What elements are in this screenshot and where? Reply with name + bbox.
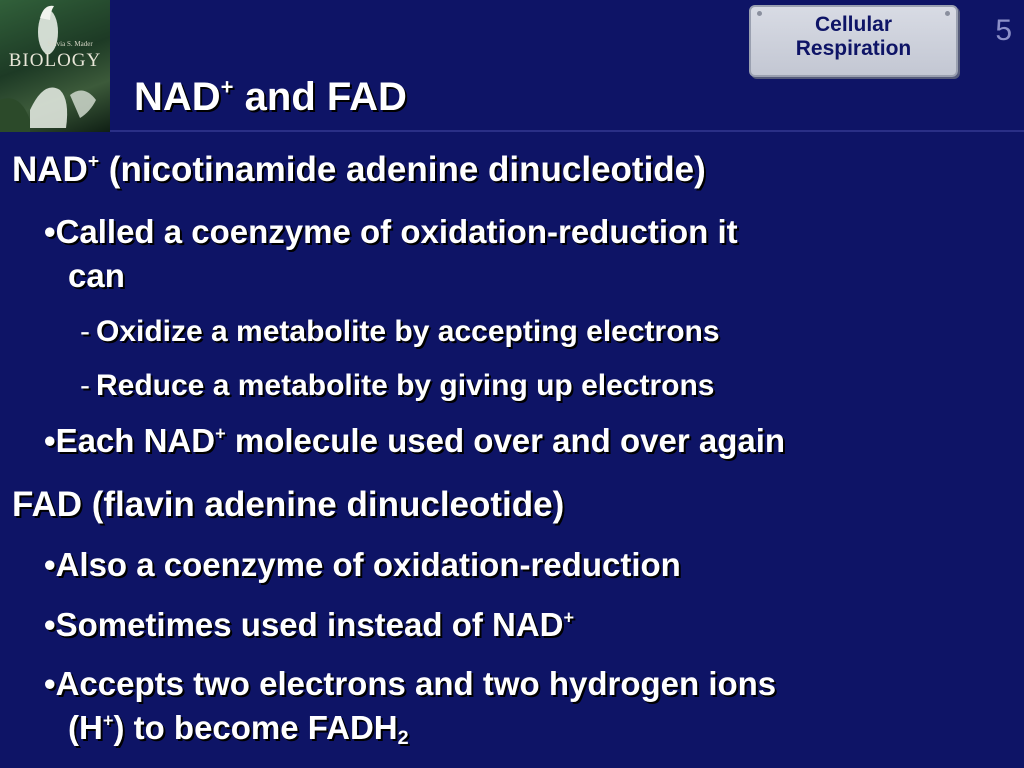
bullet-item	[44, 213, 738, 251]
badge-line-1: Cellular	[814, 13, 893, 36]
text: Also a coenzyme of oxidation-reduction	[55, 546, 681, 583]
bullet-icon: •	[44, 546, 56, 583]
bullet-icon: •	[44, 606, 56, 643]
bullet-icon: •	[44, 665, 56, 702]
title-text-rest: and FAD	[233, 75, 407, 119]
heading-fad: FAD (flavin adenine dinucleotide)	[12, 485, 565, 524]
sub-bullet-item	[80, 369, 714, 403]
text: NAD	[12, 150, 88, 189]
text: Oxidize a metabolite by accepting electrons	[96, 315, 720, 348]
dash-icon: -	[80, 369, 90, 402]
text: Each NAD	[55, 422, 216, 459]
superscript: +	[87, 151, 100, 173]
bullet-item	[44, 422, 785, 460]
text: Reduce a metabolite by giving up electrons	[96, 369, 715, 402]
sub-bullet-item	[80, 315, 720, 349]
title-text: NAD	[134, 75, 221, 119]
bullet-icon: •	[44, 422, 56, 459]
bullet-item	[44, 665, 776, 703]
cover-title: BIOLOGY	[8, 50, 102, 71]
superscript: +	[102, 710, 114, 731]
text: Sometimes used instead of NAD	[55, 606, 564, 643]
superscript: +	[215, 423, 226, 444]
text: molecule used over and over again	[225, 422, 786, 459]
text: Called a coenzyme of oxidation-reduction it	[55, 213, 738, 250]
bullet-item	[44, 546, 681, 584]
bullet-icon: •	[44, 213, 56, 250]
text: Accepts two electrons and two hydrogen ions	[55, 665, 777, 702]
title-superscript: +	[220, 74, 234, 100]
subscript: 2	[397, 726, 409, 749]
bullet-item	[44, 606, 574, 644]
slide-number: 5	[995, 14, 1012, 47]
text: ) to become FADH	[113, 709, 398, 746]
bullet-item-continuation	[68, 709, 409, 747]
cover-author: Sylvia S. Mader	[47, 40, 93, 48]
heading-nad	[12, 150, 706, 190]
badge-line-2: Respiration	[795, 37, 912, 60]
bullet-item-continuation: can	[68, 257, 125, 294]
text: (H	[68, 709, 103, 746]
text: (nicotinamide adenine dinucleotide)	[99, 150, 706, 189]
dash-icon: -	[80, 315, 90, 348]
superscript: +	[563, 607, 575, 628]
